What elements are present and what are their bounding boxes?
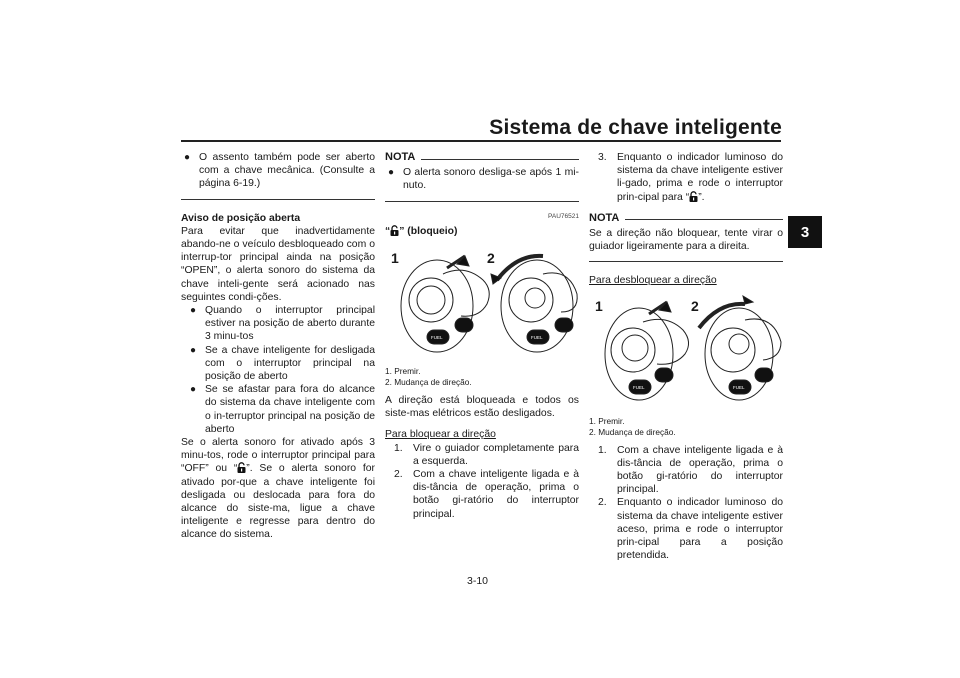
unlock-step-1: 1. Com a chave inteligente ligada e à dis-tância de operação, prima o botão gi-ratório do interruptor principal. [598,444,783,496]
lock-steering-heading: Para bloquear a direção [385,429,496,441]
lock-figure [385,244,579,366]
figure-label-1: 1 [595,297,603,314]
closing-paragraph: Se o alerta sonoro for ativado após 3 minu-tos, rode o interruptor principal para “OFF” ou “ ”. Se o alerta sonoro for ativado por-que a chave inteligente foi desligada ou deslocada para fora do alcance do siste-ma, ligue a chave inteligente e regresse para dentro do alcance do sistema. [181,437,375,541]
nota-bullet: ● O alerta sonoro desliga-se após 1 mi-nuto. [385,166,579,192]
condition-bullet-1: ● Quando o interruptor principal estiver na posição de aberto durante 3 minu-tos [187,304,375,344]
lock-paragraph: A direção está bloqueada e todos os siste-mas elétricos estão desligados. [385,395,579,420]
lock-step-2: 2. Com a chave inteligente ligada e à dis-tância de operação, prima o botão gi-ratório do interruptor principal. [394,469,579,520]
lock-step-3: 3. Enquanto o indicador luminoso do sistema da chave inteligente estiver li-gado, prima e rode o interruptor prin-cipal para “ ”. [598,152,783,203]
column-1 [181,151,375,542]
ignition-switch-illustration [589,292,783,412]
header-rule [181,140,781,142]
nota-paragraph: Se a direção não bloquear, tente virar o guiador ligeiramente para a direita. [589,228,783,253]
nota-heading: NOTA [589,212,783,225]
figure-label-2: 2 [691,297,699,314]
condition-bullet-3: ● Se se afastar para fora do alcance do sistema da chave inteligente com o in-terruptor principal na posição de aberto [187,383,375,436]
fuel-label: FUEL [531,335,543,341]
lock-icon [390,225,399,236]
page-number: 3-10 [467,575,489,587]
open-position-heading: Aviso de posição aberta [181,212,301,224]
unlock-steering-heading: Para desbloquear a direção [589,275,717,287]
figure-label-2: 2 [487,250,495,267]
page-title: Sistema de chave inteligente [489,116,782,139]
document-code: PAU76521 [548,212,579,220]
lock-icon [689,191,698,202]
unlock-figure [589,292,783,412]
figure-caption-2: 2. Mudança de direção. [385,377,472,388]
seat-note-bullet: ● O assento também pode ser aberto com a chave mecânica. (Consulte a página 6-19.) [181,151,375,191]
figure-caption-1: 1. Premir. [385,366,421,377]
lock-step-1: 1. Vire o guiador completamente para a esquerda. [394,442,579,467]
fuel-label: FUEL [431,335,443,341]
lock-icon [237,462,246,473]
figure-caption-2: 2. Mudança de direção. [589,426,676,437]
chapter-tab: 3 [788,216,822,248]
divider [589,261,783,262]
figure-caption-1: 1. Premir. [589,415,625,426]
fuel-label: FUEL [733,384,745,390]
divider [181,199,375,200]
lock-section-title: “ ” (bloqueio) [385,225,458,237]
ignition-switch-illustration [385,244,579,366]
open-position-paragraph: Para evitar que inadvertidamente abando-ne o veículo desbloqueado com o interrup-tor principal ainda na posição “OPEN”, o alerta sonoro do sistema da chave inteli-gente será acionado nas seguintes condi-ções. [181,225,375,303]
nota-heading: NOTA [385,151,579,164]
divider [385,201,579,202]
column-3 [589,151,783,562]
condition-bullet-2: ● Se a chave inteligente for desligada com o interruptor principal na posição de aberto [187,344,375,384]
figure-label-1: 1 [391,250,399,267]
unlock-step-2: 2. Enquanto o indicador luminoso do sistema da chave inteligente estiver aceso, prima e rode o interruptor prin-cipal para a posição pretendida. [598,497,783,562]
fuel-label: FUEL [633,384,645,390]
column-2 [385,151,579,521]
